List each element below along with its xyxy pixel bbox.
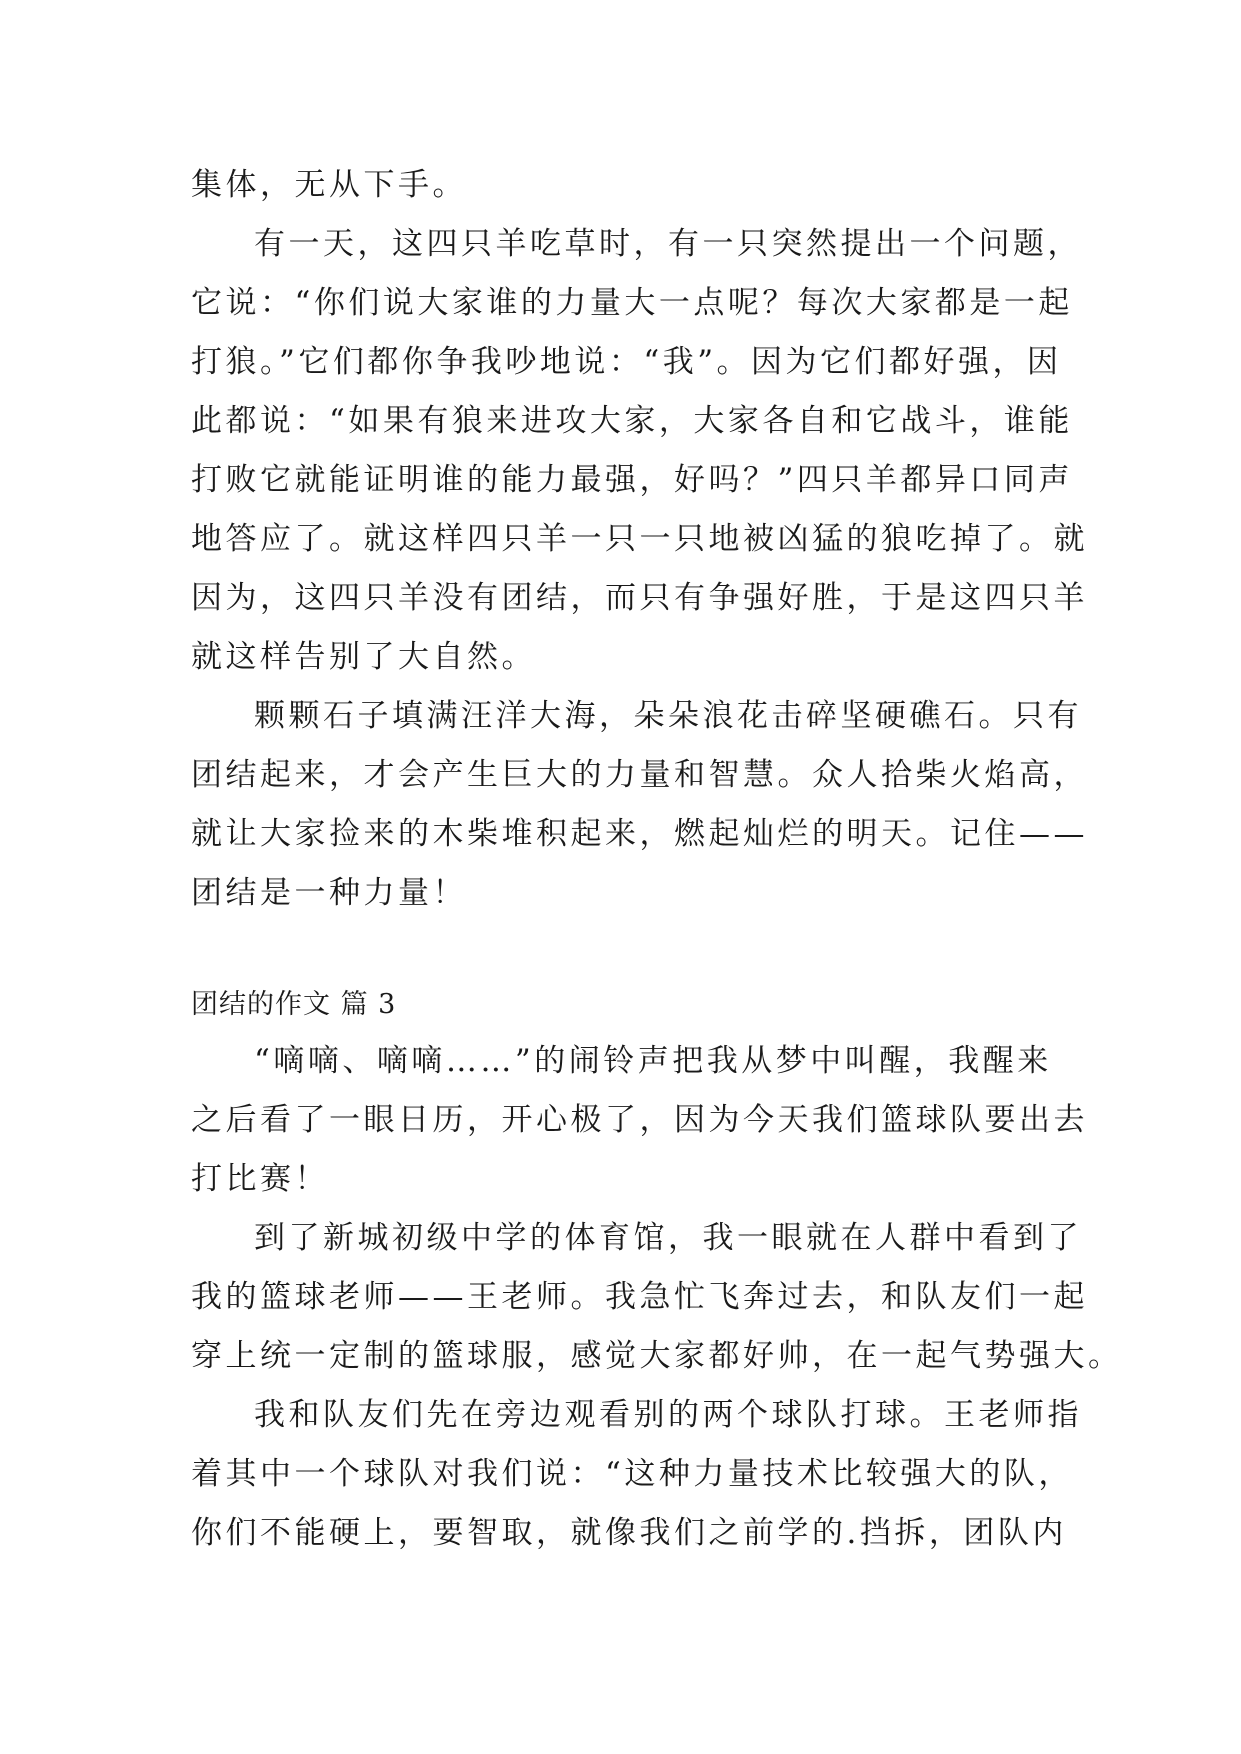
- paragraph-first-line: 颗颗石子填满汪洋大海，朵朵浪花击碎坚硬礁石。只有: [254, 698, 1082, 734]
- text-line: 地答应了。就这样四只羊一只一只地被凶猛的狼吃掉了。就: [191, 521, 1088, 557]
- text-line: 打败它就能证明谁的能力最强，好吗？”四只羊都异口同声: [191, 462, 1073, 498]
- text-line: 此都说：“如果有狼来进攻大家，大家各自和它战斗，谁能: [191, 403, 1073, 439]
- text-line: 团结起来，才会产生巨大的力量和智慧。众人拾柴火焰高，: [191, 757, 1088, 793]
- text-line: 就让大家捡来的木柴堆积起来，燃起灿烂的明天。记住——: [191, 816, 1088, 852]
- section-heading: 团结的作文 篇 3: [191, 989, 397, 1020]
- text-line: 团结是一种力量！: [191, 875, 467, 911]
- text-line: 打比赛！: [191, 1161, 329, 1197]
- text-line: 集体，无从下手。: [191, 167, 467, 203]
- paragraph-first-line: “嘀嘀、嘀嘀……”的闹铃声把我从梦中叫醒，我醒来: [254, 1043, 1052, 1079]
- text-line: 我的篮球老师——王老师。我急忙飞奔过去，和队友们一起: [191, 1279, 1088, 1315]
- text-line: 打狼。”它们都你争我吵地说：“我”。因为它们都好强，因: [191, 344, 1062, 380]
- text-line: 你们不能硬上，要智取，就像我们之前学的.挡拆，团队内: [191, 1515, 1067, 1551]
- paragraph-first-line: 有一天，这四只羊吃草时，有一只突然提出一个问题，: [254, 226, 1082, 262]
- text-line: 就这样告别了大自然。: [191, 639, 536, 675]
- paragraph-first-line: 我和队友们先在旁边观看别的两个球队打球。王老师指: [254, 1397, 1082, 1433]
- text-line: 着其中一个球队对我们说：“这种力量技术比较强大的队，: [191, 1456, 1073, 1492]
- paragraph-first-line: 到了新城初级中学的体育馆，我一眼就在人群中看到了: [254, 1220, 1082, 1256]
- text-line: 穿上统一定制的篮球服，感觉大家都好帅，在一起气势强大。: [191, 1338, 1123, 1374]
- text-line: 因为，这四只羊没有团结，而只有争强好胜，于是这四只羊: [191, 580, 1088, 616]
- text-line: 之后看了一眼日历，开心极了，因为今天我们篮球队要出去: [191, 1102, 1088, 1138]
- text-line: 它说：“你们说大家谁的力量大一点呢？每次大家都是一起: [191, 285, 1073, 321]
